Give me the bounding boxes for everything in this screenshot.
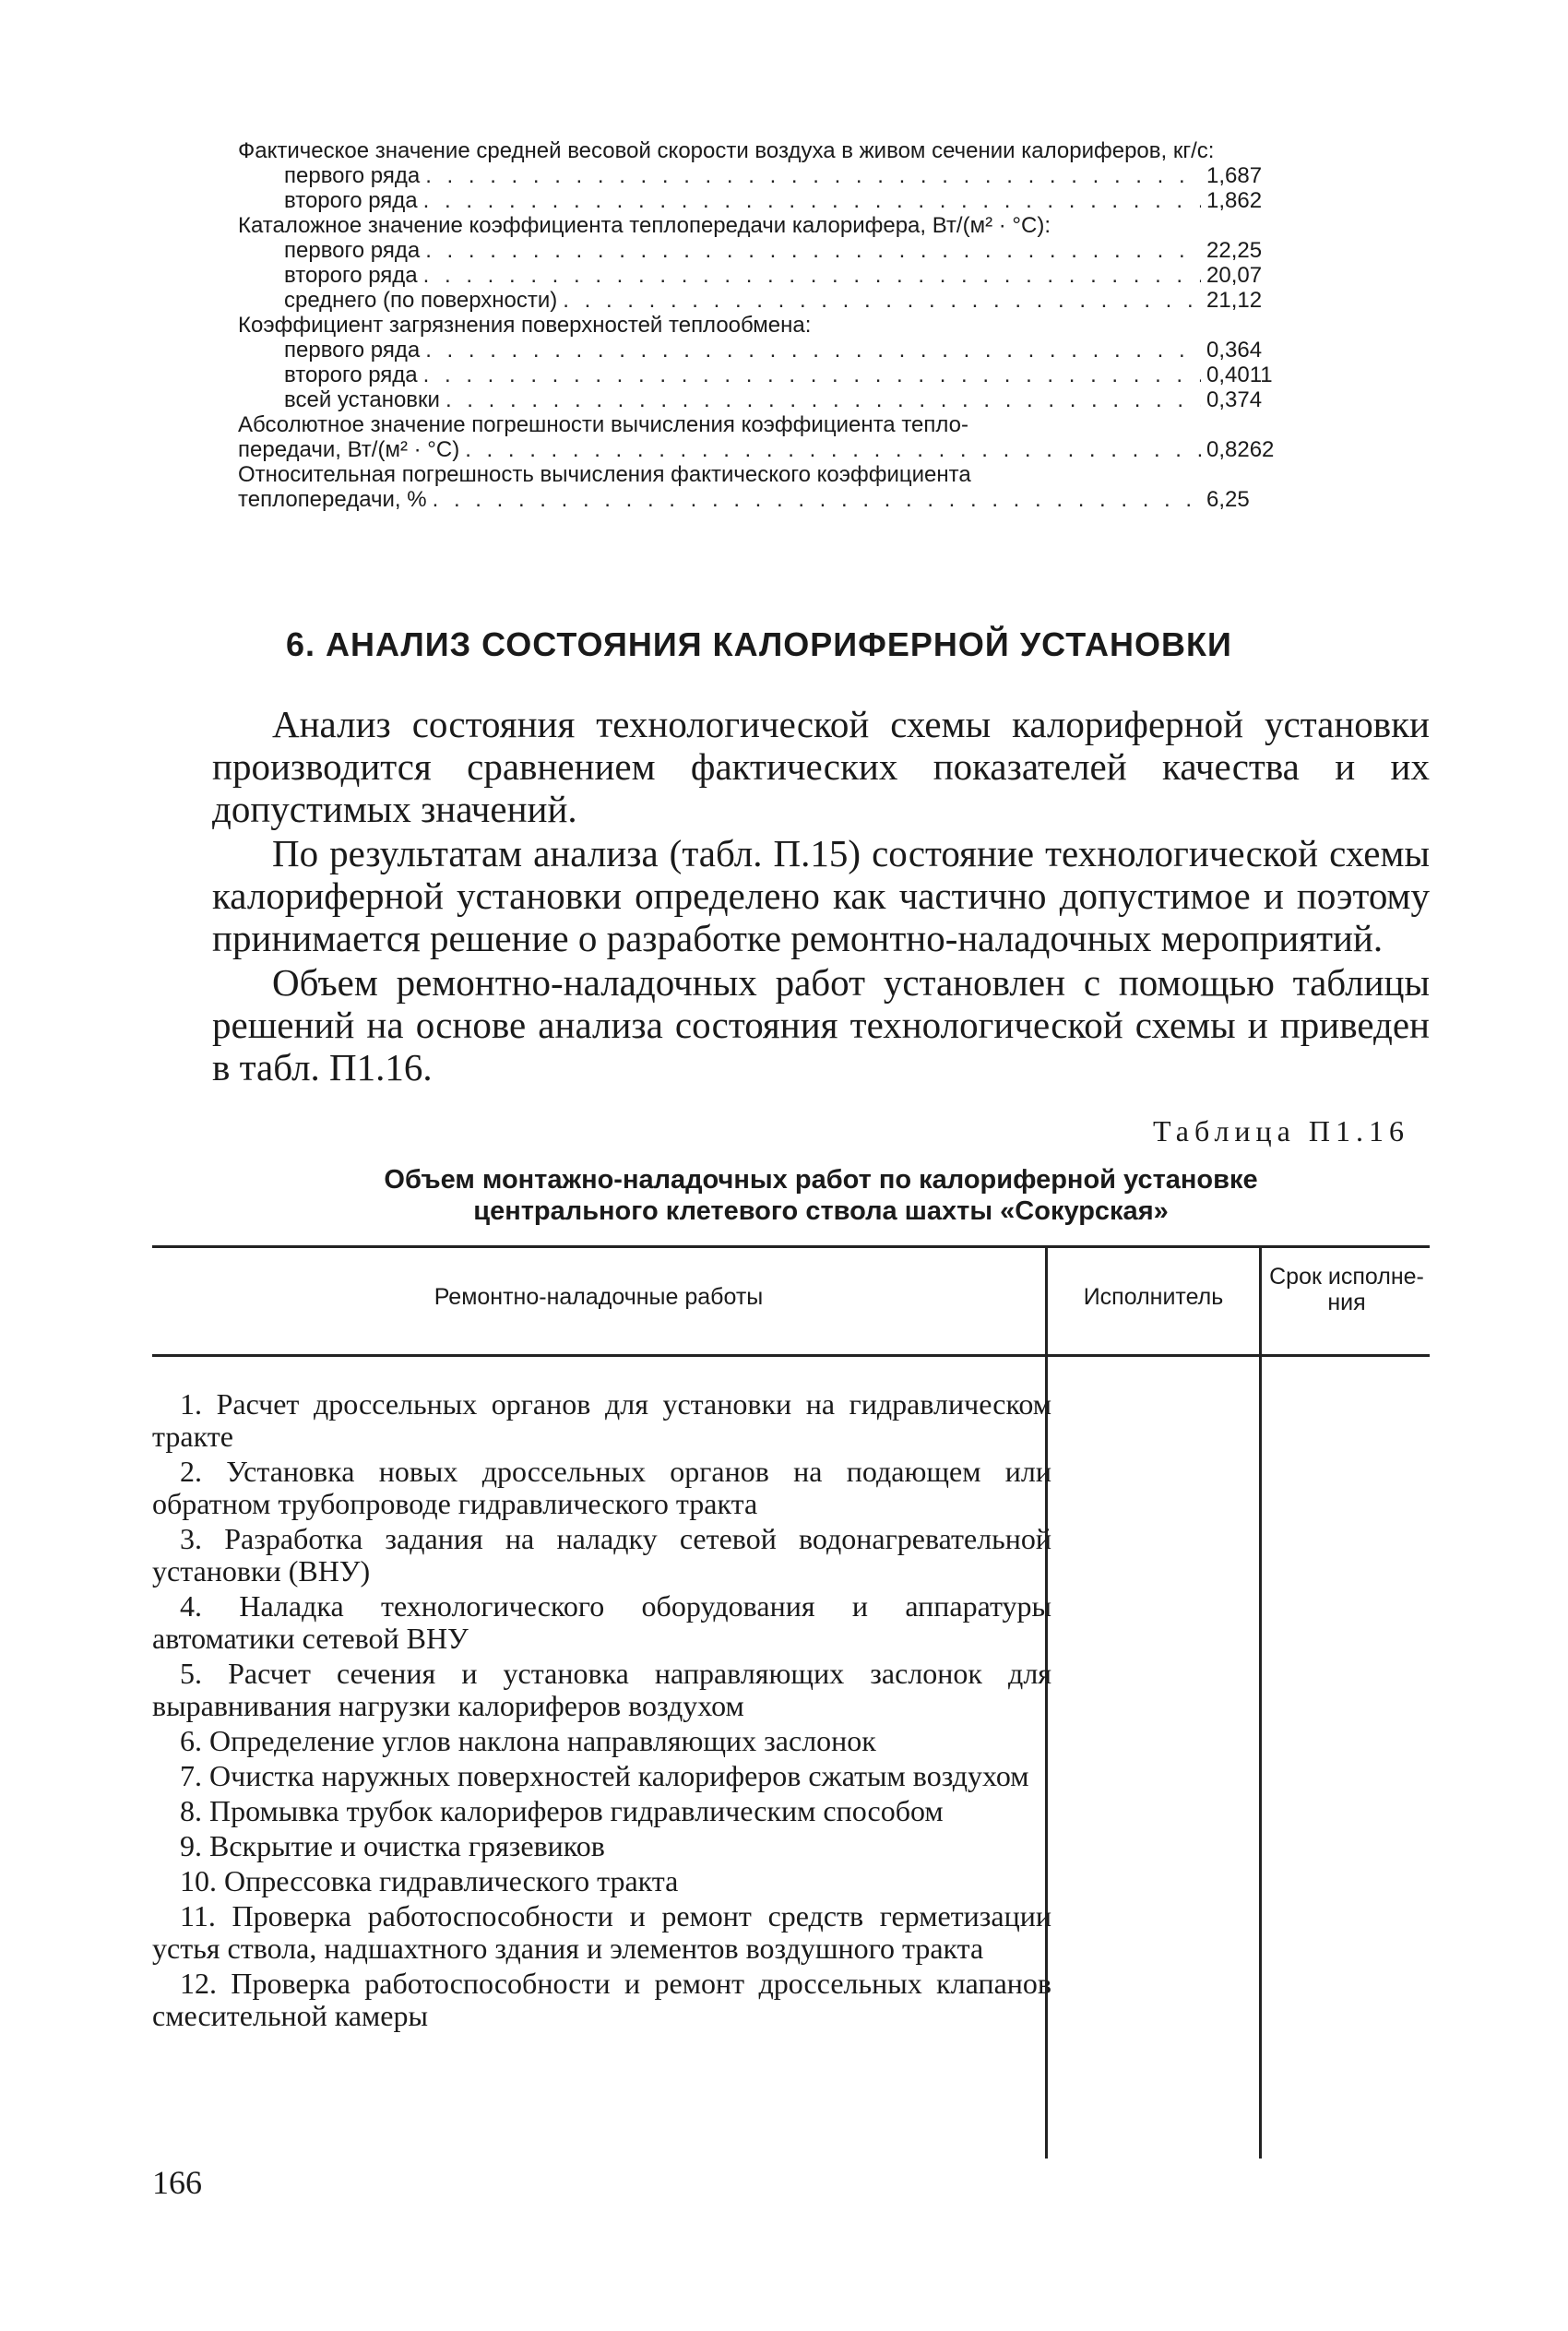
paragraph: По результатам анализа (табл. П.15) состояние технологической схемы калориферной установки определено как частично допустимое и поэтому принимается решение о разработке ремонтно-наладочных мероприятий. [212, 832, 1430, 959]
dirt-row-1: первого ряда . . . 0,364 [238, 338, 1308, 363]
coef-row-1: первого ряда . . . 22,25 [238, 238, 1308, 263]
dirt-header: Коэффициент загрязнения поверхностей теплообмена: [238, 313, 812, 338]
coef-header: Каталожное значение коэффициента теплопередачи калорифера, Вт/(м² · °С): [238, 213, 1051, 238]
table-caption-line: Объем монтажно-наладочных работ по калориферной установке [384, 1165, 1258, 1195]
table-row: 5. Расчет сечения и установка направляющих заслонок для выравнивания нагрузки калориферов воздухом [152, 1657, 1051, 1722]
speed-row-2: второго ряда . . . 1,862 [238, 188, 1308, 213]
table-caption-line: центрального клетевого ствола шахты «Сокурская» [473, 1196, 1169, 1226]
coef-row-3: среднего (по поверхности) . . . 21,12 [238, 288, 1308, 313]
dirt-row-3: всей установки . . . 0,374 [238, 387, 1308, 412]
table-row: 12. Проверка работоспособности и ремонт дроссельных клапанов смесительной камеры [152, 1967, 1051, 2032]
parameter-list [238, 138, 1308, 512]
table-rows [152, 1388, 1051, 2035]
table-row: 7. Очистка наружных поверхностей калориферов сжатым воздухом [180, 1759, 1029, 1792]
header-deadline: Срок исполне-ния [1269, 1264, 1424, 1315]
dirt-row-2: второго ряда . . . 0,4011 [238, 363, 1308, 387]
header-works: Ремонтно-наладочные работы [434, 1284, 764, 1310]
table-row: 2. Установка новых дроссельных органов на подающем или обратном трубопроводе гидравлического тракта [152, 1455, 1051, 1520]
section-title: 6. АНАЛИЗ СОСТОЯНИЯ КАЛОРИФЕРНОЙ УСТАНОВКИ [286, 625, 1232, 663]
table-row: 3. Разработка задания на наладку сетевой водонагревательной установки (ВНУ) [152, 1522, 1051, 1588]
speed-header: Фактическое значение средней весовой скорости воздуха в живом сечении калориферов, кг/с: [238, 138, 1215, 163]
table-label: Таблица П1.16 [1153, 1114, 1409, 1148]
rel-error-line1: Относительная погрешность вычисления фактического коэффициента [238, 462, 971, 487]
table-caption [212, 1164, 1430, 1227]
abs-error-row: передачи, Вт/(м² · °С) . . . 0,8262 [238, 437, 1308, 462]
table-top-rule [152, 1245, 1430, 1248]
coef-row-2: второго ряда . . . 20,07 [238, 263, 1308, 288]
paragraph: Объем ремонтно-наладочных работ установлен с помощью таблицы решений на основе анализа состояния технологической схемы и приведен в табл. П1.16. [212, 961, 1430, 1088]
column-divider [1259, 1245, 1262, 2159]
rel-error-row: теплопередачи, % . . . 6,25 [238, 487, 1308, 512]
table-row: 9. Вскрытие и очистка грязевиков [180, 1829, 605, 1862]
abs-error-line1: Абсолютное значение погрешности вычисления коэффициента тепло- [238, 412, 968, 437]
paragraph: Анализ состояния технологической схемы калориферной установки производится сравнением фактических показателей качества и их допустимых значений. [212, 703, 1430, 830]
speed-row-1: первого ряда . . . 1,687 [238, 163, 1308, 188]
body-text [212, 703, 1430, 1090]
table-row: 10. Опрессовка гидравлического тракта [180, 1864, 679, 1897]
table-header-rule [152, 1354, 1430, 1357]
table-row: 6. Определение углов наклона направляющих заслонок [180, 1724, 876, 1757]
table-row: 8. Промывка трубок калориферов гидравлическим способом [180, 1794, 944, 1827]
page-number: 166 [152, 2164, 202, 2201]
table-row: 1. Расчет дроссельных органов для установки на гидравлическом тракте [152, 1387, 1051, 1453]
header-executor: Исполнитель [1083, 1284, 1224, 1310]
table-row: 11. Проверка работоспособности и ремонт средств герметизации устья ствола, надшахтного здания и элементов воздушного тракта [152, 1899, 1051, 1965]
works-table [152, 1245, 1430, 2149]
table-row: 4. Наладка технологического оборудования и аппаратуры автоматики сетевой ВНУ [152, 1589, 1051, 1655]
